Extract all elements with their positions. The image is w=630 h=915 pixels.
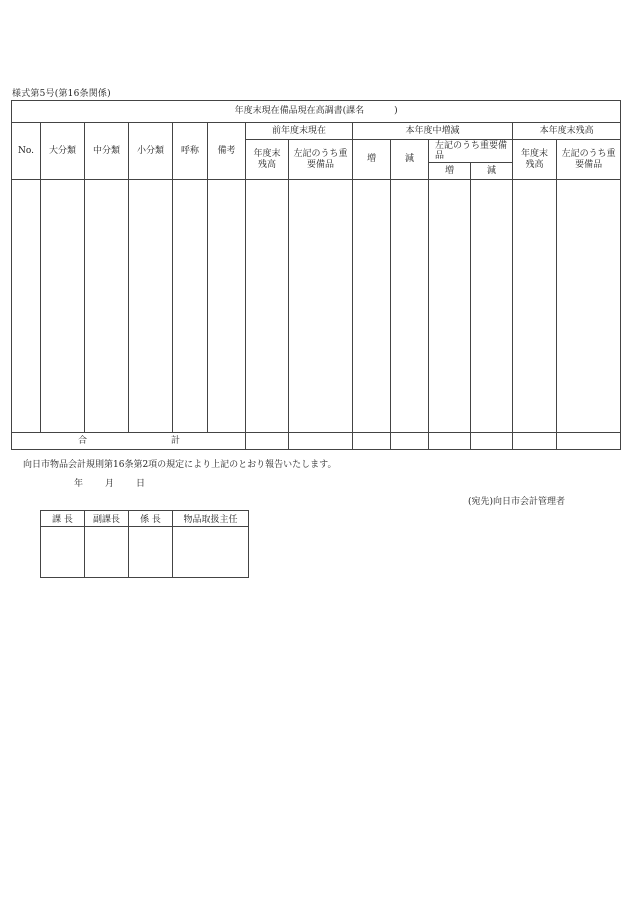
title-text: 年度末現在備品現在高調書(課名: [234, 106, 365, 116]
addressee: (宛先)向日市会計管理者: [468, 497, 566, 507]
header-major-category: 大分類: [41, 123, 85, 180]
header-important-increase: 増: [429, 163, 471, 180]
stamp-box-property-officer[interactable]: [173, 527, 249, 578]
header-current-year-end: 本年度末残高: [513, 123, 621, 140]
total-current-important: [557, 433, 621, 450]
stamp-box-deputy-chief[interactable]: [85, 527, 129, 578]
cell-minor: [129, 180, 173, 433]
cell-current-balance: [513, 180, 557, 433]
header-remarks: 備考: [208, 123, 246, 180]
report-date: [74, 476, 145, 489]
header-current-balance-text: 年度末残高: [520, 148, 548, 170]
report-note: 向日市物品会計規則第16条第2項の規定により上記のとおり報告いたします。: [23, 460, 337, 470]
header-current-important-text: 左記のうち重要備品: [561, 148, 616, 170]
stamp-header-property-officer: 物品取扱主任: [173, 511, 249, 527]
cell-current-important: [557, 180, 621, 433]
cell-decrease: [391, 180, 429, 433]
form-number: 様式第5号(第16条関係): [12, 89, 111, 99]
table-body-row: [12, 180, 621, 433]
cell-no: [12, 180, 41, 433]
total-row: [12, 433, 621, 450]
stamp-header-subsection-chief: 係 長: [129, 511, 173, 527]
stamp-header-deputy-chief: 副課長: [85, 511, 129, 527]
header-prev-balance: [246, 140, 289, 180]
header-current-year-change: 本年度中増減: [353, 123, 513, 140]
cell-major: [41, 180, 85, 433]
header-current-important: [557, 140, 621, 180]
stamp-box-subsection-chief[interactable]: [129, 527, 173, 578]
date-year: 年: [74, 479, 84, 489]
header-minor-category: 小分類: [129, 123, 173, 180]
total-prev-important: [289, 433, 353, 450]
header-prev-important: [289, 140, 353, 180]
stamp-header-section-chief: 課 長: [41, 511, 85, 527]
cell-middle: [85, 180, 129, 433]
header-name: 呼称: [173, 123, 208, 180]
header-change-important-text: 左記のうち重要備品: [435, 141, 508, 161]
header-no: No.: [12, 123, 41, 180]
total-label-right: 計: [171, 435, 181, 446]
header-prev-balance-text: 年度末残高: [253, 148, 281, 170]
title-close: ): [394, 106, 398, 116]
total-decrease: [391, 433, 429, 450]
total-important-increase: [429, 433, 471, 450]
total-current-balance: [513, 433, 557, 450]
cell-important-increase: [429, 180, 471, 433]
table-title: [12, 101, 621, 123]
header-prev-important-text: 左記のうち重要備品: [293, 148, 348, 170]
cell-prev-important: [289, 180, 353, 433]
header-middle-category: 中分類: [85, 123, 129, 180]
total-increase: [353, 433, 391, 450]
total-label-left: 合: [78, 435, 88, 446]
cell-prev-balance: [246, 180, 289, 433]
cell-important-decrease: [471, 180, 513, 433]
header-important-decrease: 減: [471, 163, 513, 180]
approval-stamps: [40, 510, 249, 578]
cell-increase: [353, 180, 391, 433]
total-prev-balance: [246, 433, 289, 450]
header-decrease: 減: [391, 140, 429, 180]
inventory-table: [11, 100, 621, 450]
cell-name: [173, 180, 208, 433]
total-label: [12, 433, 246, 450]
stamp-box-section-chief[interactable]: [41, 527, 85, 578]
header-change-important: [429, 140, 513, 163]
header-increase: 増: [353, 140, 391, 180]
total-important-decrease: [471, 433, 513, 450]
header-current-balance: [513, 140, 557, 180]
header-prev-year-end: 前年度末現在: [246, 123, 353, 140]
date-day: 日: [136, 479, 146, 489]
date-month: 月: [105, 479, 115, 489]
cell-remarks: [208, 180, 246, 433]
